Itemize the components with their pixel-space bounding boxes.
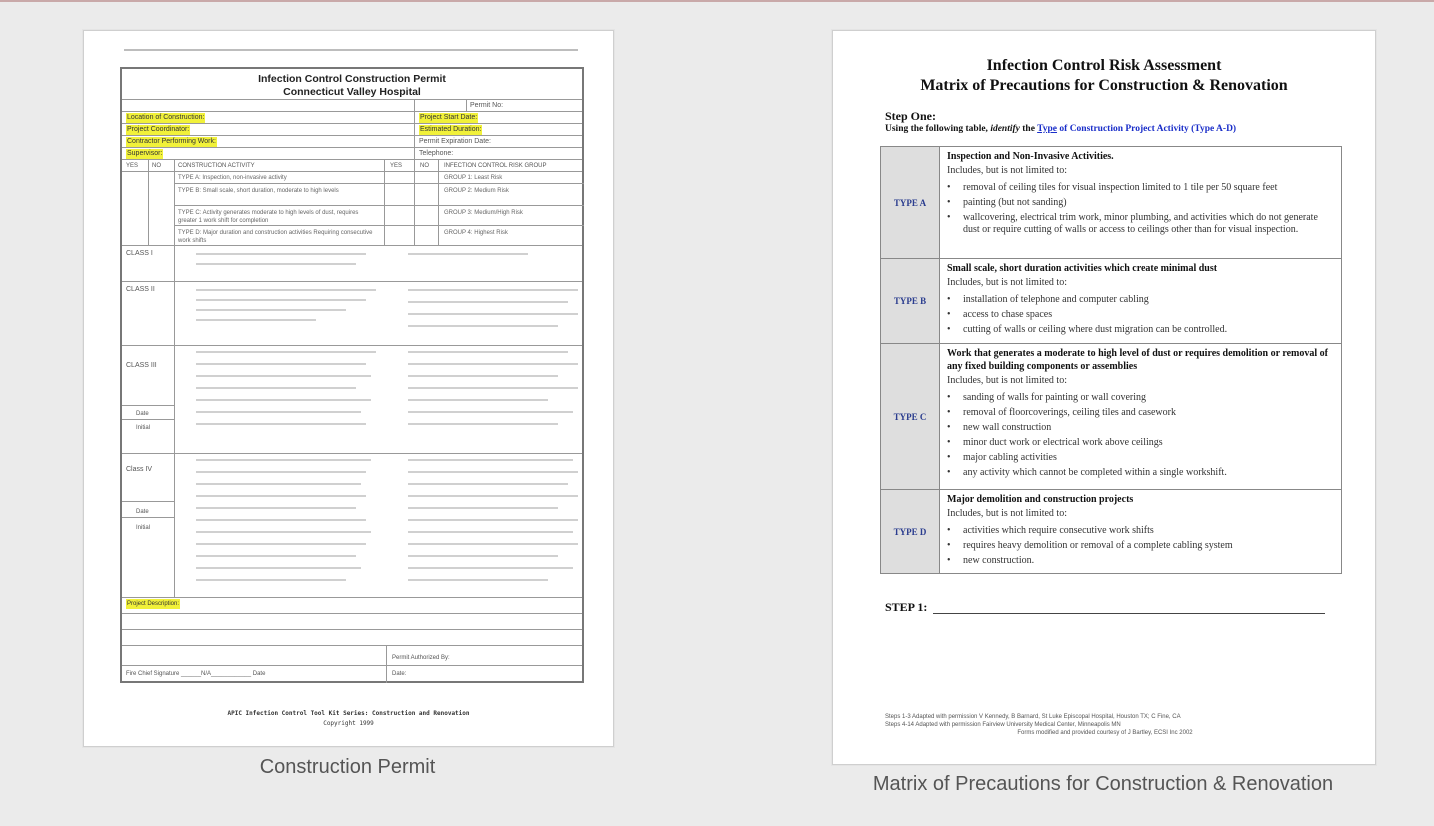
group-4-text: GROUP 4: Highest Risk — [444, 230, 508, 236]
type-b-bullet: • access to chase spaces — [947, 309, 1335, 321]
type-link[interactable]: Type — [1037, 124, 1058, 134]
construction-permit-caption[interactable]: Construction Permit — [259, 756, 436, 778]
class-3-date-label: Date — [136, 411, 149, 417]
type-c-body — [947, 347, 1335, 482]
location-label: Location of Construction: — [127, 114, 205, 121]
type-a-body — [947, 150, 1335, 239]
class-2-text — [408, 289, 578, 291]
class-2-text — [408, 325, 558, 327]
type-a-intro: Includes, but is not limited to: — [947, 165, 1067, 176]
expiration-label: Permit Expiration Date: — [419, 138, 491, 145]
class-3-text — [408, 387, 578, 389]
type-c-bullet: • sanding of walls for painting or wall covering — [947, 392, 1335, 404]
class-4-text — [408, 555, 558, 557]
type-b-bullet: • installation of telephone and computer cabling — [947, 294, 1335, 306]
class-3-text — [408, 399, 548, 401]
col-activity: CONSTRUCTION ACTIVITY — [178, 163, 255, 169]
class-2-text — [196, 299, 366, 301]
class-2-label: CLASS II — [126, 286, 155, 293]
class-2-text — [408, 301, 568, 303]
class-4-text — [196, 579, 346, 581]
class-3-text — [196, 351, 376, 353]
col-yes: YES — [126, 163, 139, 169]
permit-top-rule — [124, 49, 578, 51]
matrix-title-line-2: Matrix of Precautions for Construction & Renovation — [920, 77, 1288, 94]
permit-row — [122, 99, 582, 111]
class-3-text — [408, 363, 578, 365]
permit-footer-line-2: Copyright 1999 — [323, 720, 374, 727]
class-4-text — [196, 519, 366, 521]
permit-divider — [122, 629, 582, 630]
type-d-bullet: • new construction. — [947, 555, 1335, 567]
permit-divider — [122, 345, 582, 346]
type-b-heading: Small scale, short duration activities which create minimal dust — [947, 263, 1218, 274]
permit-vline — [384, 159, 385, 245]
permit-vline — [438, 159, 439, 245]
matrix-footer-line-2: Steps 4-14 Adapted with permission Fairview University Medical Center, Minneapolis MN — [885, 722, 1121, 728]
matrix-row-type-d — [881, 489, 1341, 573]
type-a-bullet: • removal of ceiling tiles for visual inspection limited to 1 tile per 50 square feet — [947, 182, 1335, 194]
group-1-text: GROUP 1: Least Risk — [444, 175, 503, 181]
class-3-text — [408, 423, 558, 425]
class-4-text — [196, 483, 361, 485]
type-d-bullet: • requires heavy demolition or removal of a complete cabling system — [947, 540, 1335, 552]
class-4-text — [196, 471, 366, 473]
permit-row — [122, 135, 582, 147]
class-4-text — [408, 543, 578, 545]
type-c-bullet: • minor duct work or electrical work above ceilings — [947, 437, 1335, 449]
permit-divider — [122, 245, 582, 246]
step-1-label: STEP 1: — [885, 600, 928, 614]
class-4-text — [196, 495, 366, 497]
construction-permit-thumbnail[interactable] — [83, 30, 614, 747]
duration-label: Estimated Duration: — [420, 126, 482, 133]
type-d-label: TYPE D — [881, 490, 940, 573]
instruction-emphasis: identify — [990, 124, 1020, 134]
matrix-row-type-a — [881, 147, 1341, 258]
class-4-text — [408, 495, 578, 497]
class-4-text — [408, 471, 578, 473]
class-4-text — [196, 507, 356, 509]
matrix-row-type-c — [881, 343, 1341, 489]
type-d-intro: Includes, but is not limited to: — [947, 508, 1067, 519]
contractor-label: Contractor Performing Work: — [127, 138, 216, 145]
matrix-caption[interactable]: Matrix of Precautions for Construction & Renovation — [872, 773, 1334, 795]
type-b-label: TYPE B — [881, 259, 940, 343]
class-4-text — [408, 507, 558, 509]
type-d-heading: Major demolition and construction projects — [947, 494, 1134, 505]
class-4-text — [196, 567, 361, 569]
permit-divider — [122, 419, 174, 420]
class-3-label: CLASS III — [126, 362, 157, 369]
permit-vline — [386, 645, 387, 683]
class-2-text — [196, 289, 376, 291]
class-4-date-label: Date — [136, 509, 149, 515]
type-c-bullet: • any activity which cannot be completed within a single workshift. — [947, 467, 1335, 479]
permit-divider — [122, 453, 582, 454]
class-4-text — [196, 543, 366, 545]
class-4-text — [196, 555, 356, 557]
class-4-initial-label: Initial — [136, 525, 151, 531]
type-a-text: TYPE A: Inspection, non-invasive activity — [178, 175, 287, 181]
class-4-text — [408, 579, 548, 581]
type-d-bullet: • activities which require consecutive work shifts — [947, 525, 1335, 537]
class-1-text — [408, 253, 528, 255]
permit-divider — [174, 183, 584, 184]
step-one-instruction — [885, 124, 1236, 134]
matrix-row-type-b — [881, 258, 1341, 343]
step-one-heading: Step One: — [885, 109, 936, 123]
permit-divider — [174, 205, 584, 206]
supervisor-label: Supervisor: — [127, 150, 163, 157]
permit-row — [122, 147, 582, 159]
class-3-text — [196, 387, 356, 389]
permit-no-label: Permit No: — [470, 102, 504, 109]
class-4-text — [408, 567, 573, 569]
instruction-type-range: of Construction Project Activity (Type A-D) — [1059, 124, 1237, 134]
coordinator-label: Project Coordinator: — [127, 126, 190, 133]
matrix-title-line-1: Infection Control Risk Assessment — [986, 57, 1222, 74]
type-c-heading: Work that generates a moderate to high level of dust or requires demolition or removal of any fixed building components or assemblies — [947, 348, 1328, 372]
permit-row — [122, 123, 582, 135]
type-b-intro: Includes, but is not limited to: — [947, 277, 1067, 288]
class-3-initial-label: Initial — [136, 425, 151, 431]
class-3-text — [196, 423, 366, 425]
type-c-text: TYPE C: Activity generates moderate to high levels of dust, requires greater 1 work shift for completion — [178, 210, 359, 224]
type-c-intro: Includes, but is not limited to: — [947, 375, 1067, 386]
permit-divider — [122, 501, 174, 502]
class-3-text — [196, 411, 361, 413]
type-d-body — [947, 493, 1335, 570]
permit-vline — [148, 159, 149, 245]
group-2-text: GROUP 2: Medium Risk — [444, 188, 509, 194]
class-3-text — [408, 351, 568, 353]
type-a-bullet: • wallcovering, electrical trim work, minor plumbing, and activities which do not generate dust or require cutting of walls or access to ceilings other than for visual inspection. — [947, 212, 1335, 236]
permit-title-line-1: Infection Control Construction Permit — [258, 73, 446, 85]
permit-divider — [122, 171, 582, 172]
project-description-label: Project Description: — [127, 601, 180, 607]
permit-authorized-label: Permit Authorized By: — [392, 655, 450, 661]
permit-divider — [122, 665, 582, 666]
matrix-table — [880, 146, 1342, 574]
permit-row — [122, 111, 582, 123]
class-4-text — [408, 483, 568, 485]
type-c-bullet: • removal of floorcoverings, ceiling tiles and casework — [947, 407, 1335, 419]
top-divider — [0, 0, 1434, 2]
telephone-label: Telephone: — [419, 150, 454, 157]
class-4-label: Class IV — [126, 466, 153, 473]
matrix-footer-line-3: Forms modified and provided courtesy of J Bartley, ECSI Inc 2002 — [1017, 730, 1193, 736]
class-2-text — [196, 309, 346, 311]
type-d-text: TYPE D: Major duration and construction activities Requiring consecutive work shifts — [178, 230, 373, 244]
instruction-text: the — [1022, 124, 1035, 134]
type-a-label: TYPE A — [881, 147, 940, 258]
class-3-text — [196, 363, 366, 365]
class-3-text — [196, 375, 371, 377]
permit-divider — [122, 405, 174, 406]
type-c-bullet: • new wall construction — [947, 422, 1335, 434]
matrix-of-precautions-thumbnail[interactable] — [832, 30, 1376, 765]
class-1-text — [196, 263, 356, 265]
class-3-text — [196, 399, 371, 401]
permit-column-header-row — [122, 159, 582, 171]
class-4-text — [196, 531, 371, 533]
permit-vline — [466, 99, 467, 111]
permit-vline — [174, 159, 175, 245]
permit-divider — [122, 645, 582, 646]
permit-title — [122, 69, 582, 99]
permit-footer-line-1: APIC Infection Control Tool Kit Series: Construction and Renovation — [227, 710, 470, 717]
matrix-footer-line-1: Steps 1-3 Adapted with permission V Kennedy, B Barnard, St Luke Episcopal Hospital, Houston TX; C Fine, CA — [885, 714, 1181, 720]
class-2-text — [196, 319, 316, 321]
type-c-label: TYPE C — [881, 344, 940, 489]
col-no: NO — [420, 163, 429, 169]
step-1-underline — [933, 613, 1325, 614]
class-3-text — [408, 411, 573, 413]
permit-divider — [122, 613, 582, 614]
permit-date-label: Date: — [392, 671, 407, 677]
permit-document — [120, 67, 584, 683]
col-no: NO — [152, 163, 161, 169]
permit-title-line-2: Connecticut Valley Hospital — [283, 86, 421, 98]
group-3-text: GROUP 3: Medium/High Risk — [444, 210, 523, 216]
class-2-text — [408, 313, 578, 315]
type-b-text: TYPE B: Small scale, short duration, moderate to high levels — [178, 188, 339, 194]
permit-divider — [122, 597, 582, 598]
permit-divider — [122, 281, 582, 282]
fire-chief-signature-label: Fire Chief Signature ______N/A____________ Date — [126, 671, 266, 677]
class-4-text — [408, 459, 573, 461]
permit-vline — [174, 245, 175, 597]
permit-divider — [174, 225, 584, 226]
col-yes: YES — [390, 163, 403, 169]
permit-divider — [122, 517, 174, 518]
class-1-label: CLASS I — [126, 250, 153, 257]
start-date-label: Project Start Date: — [420, 114, 478, 121]
class-3-text — [408, 375, 558, 377]
instruction-text: Using the following table, — [885, 124, 988, 134]
type-c-bullet: • major cabling activities — [947, 452, 1335, 464]
type-b-bullet: • cutting of walls or ceiling where dust migration can be controlled. — [947, 324, 1335, 336]
class-4-text — [408, 531, 573, 533]
permit-vline — [414, 99, 415, 245]
class-4-text — [408, 519, 578, 521]
col-group: INFECTION CONTROL RISK GROUP — [444, 163, 547, 169]
type-a-heading: Inspection and Non-Invasive Activities. — [947, 151, 1114, 162]
type-a-bullet: • painting (but not sanding) — [947, 197, 1335, 209]
type-b-body — [947, 262, 1335, 339]
class-1-text — [196, 253, 366, 255]
class-4-text — [196, 459, 371, 461]
